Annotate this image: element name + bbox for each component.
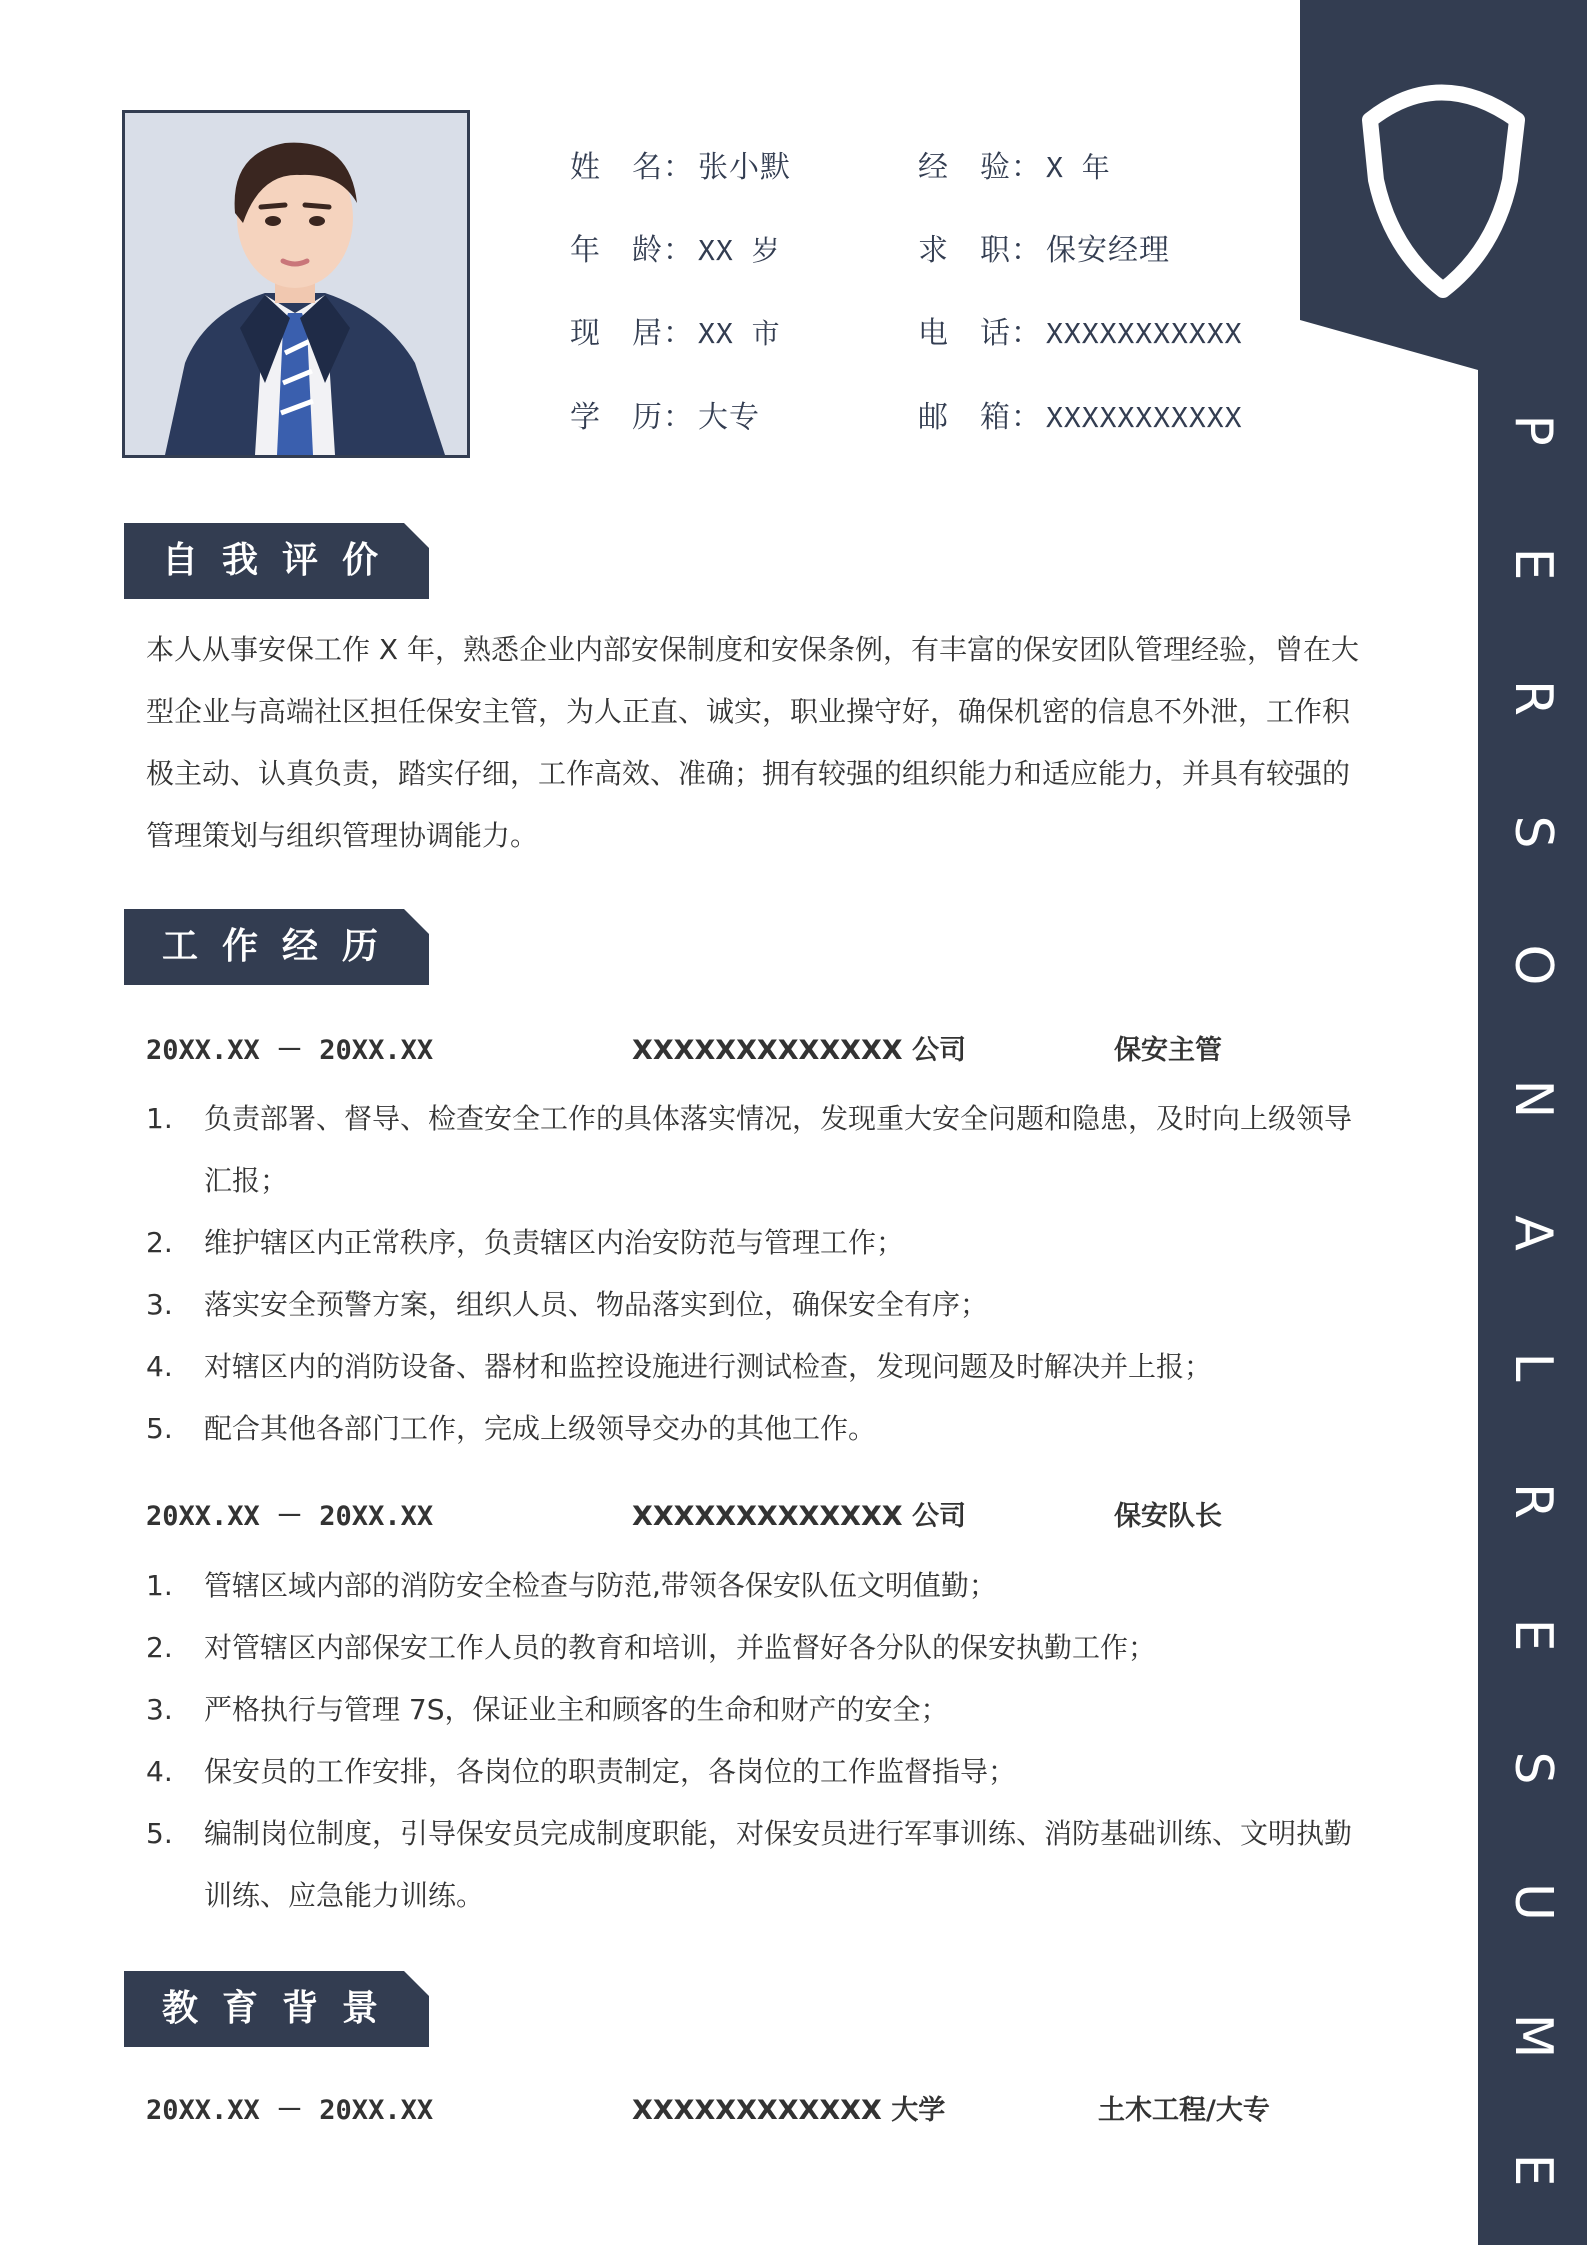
job-2-duties [146, 1555, 1366, 1927]
side-letter: R [1502, 1482, 1563, 1519]
side-letters [1478, 400, 1587, 2200]
profile-residence: 现 居： XX 市 [570, 316, 781, 351]
profile-photo [122, 110, 470, 458]
list-item: 4. 对辖区内的消防设备、器材和监控设施进行测试检查，发现问题及时解决并上报； [146, 1350, 1213, 1383]
side-letter: S [1502, 815, 1563, 849]
profile-objective: 求 职： 保安经理 [918, 233, 1170, 268]
side-letter: P [1502, 414, 1563, 446]
list-item: 2. 对管辖区内部保安工作人员的教育和培训，并监督好各分队的保安执勤工作； [146, 1631, 1157, 1664]
profile-experience: 经 验： X 年 [918, 150, 1111, 185]
education-school: XXXXXXXXXXXX 大学 [632, 2095, 946, 2126]
profile-email: 邮 箱： XXXXXXXXXXX [918, 400, 1243, 435]
side-letter: S [1502, 1751, 1563, 1785]
section-heading-work: 工作经历 [124, 909, 429, 985]
profile-name: 姓 名： 张小默 [570, 150, 791, 185]
side-letter: E [1502, 547, 1563, 581]
side-letter: U [1502, 1883, 1563, 1922]
profile-education: 学 历： 大专 [570, 400, 760, 435]
job-company: XXXXXXXXXXXXX 公司 [632, 1035, 967, 1066]
side-letter: E [1502, 1618, 1563, 1652]
self-eval-text: 本人从事安保工作 X 年，熟悉企业内部安保制度和安保条例，有丰富的保安团队管理经验，曾在大型企业与高端社区担任保安主管，为人正直、诚实，职业操守好，确保机密的信息不外泄，工作积极主动、认真负责，踏实仔细，工作高效、准确；拥有较强的组织能力和适应能力，并具有较强的管理策划与组织管理协调能力。 [146, 633, 1359, 852]
job-period: 20XX.XX － 20XX.XX [146, 1035, 434, 1066]
job-role: 保安队长 [1114, 1501, 1222, 1532]
job-role: 保安主管 [1114, 1035, 1222, 1066]
side-letter: E [1502, 2153, 1563, 2187]
job-1-duties [146, 1088, 1366, 1460]
list-item: 1. 管辖区域内部的消防安全检查与防范,带领各保安队伍文明值勤； [146, 1569, 997, 1602]
side-letter: O [1502, 944, 1563, 986]
job-1-meta [146, 1028, 1366, 1078]
section-heading-self-eval: 自我评价 [124, 523, 429, 599]
list-item: 5. 配合其他各部门工作，完成上级领导交办的其他工作。 [146, 1412, 877, 1445]
list-item: 4. 保安员的工作安排，各岗位的职责制定，各岗位的工作监督指导； [146, 1755, 1017, 1788]
side-letter: L [1502, 1352, 1563, 1382]
education-major: 土木工程/大专 [1098, 2095, 1270, 2126]
list-item: 1. 负责部署、督导、检查安全工作的具体落实情况，发现重大安全问题和隐患，及时向上级领导汇报； [146, 1102, 1353, 1197]
side-letter: A [1502, 1215, 1563, 1251]
profile-age: 年 龄： XX 岁 [570, 233, 781, 268]
avatar [125, 113, 467, 455]
side-letter: M [1502, 2013, 1563, 2059]
section-heading-education: 教育背景 [124, 1971, 429, 2047]
education-meta [146, 2088, 1366, 2138]
job-2-meta [146, 1494, 1366, 1544]
job-company: XXXXXXXXXXXXX 公司 [632, 1501, 967, 1532]
side-letter: R [1502, 679, 1563, 716]
side-letter: N [1502, 1079, 1563, 1119]
list-item: 3. 落实安全预警方案，组织人员、物品落实到位，确保安全有序； [146, 1288, 989, 1321]
job-period: 20XX.XX － 20XX.XX [146, 1501, 434, 1532]
education-period: 20XX.XX － 20XX.XX [146, 2095, 434, 2126]
list-item: 5. 编制岗位制度，引导保安员完成制度职能，对保安员进行军事训练、消防基础训练、文明执勤训练、应急能力训练。 [146, 1817, 1353, 1912]
profile-phone: 电 话： XXXXXXXXXXX [918, 316, 1243, 351]
list-item: 2. 维护辖区内正常秩序，负责辖区内治安防范与管理工作； [146, 1226, 905, 1259]
list-item: 3. 严格执行与管理 7S，保证业主和顾客的生命和财产的安全； [146, 1693, 949, 1726]
